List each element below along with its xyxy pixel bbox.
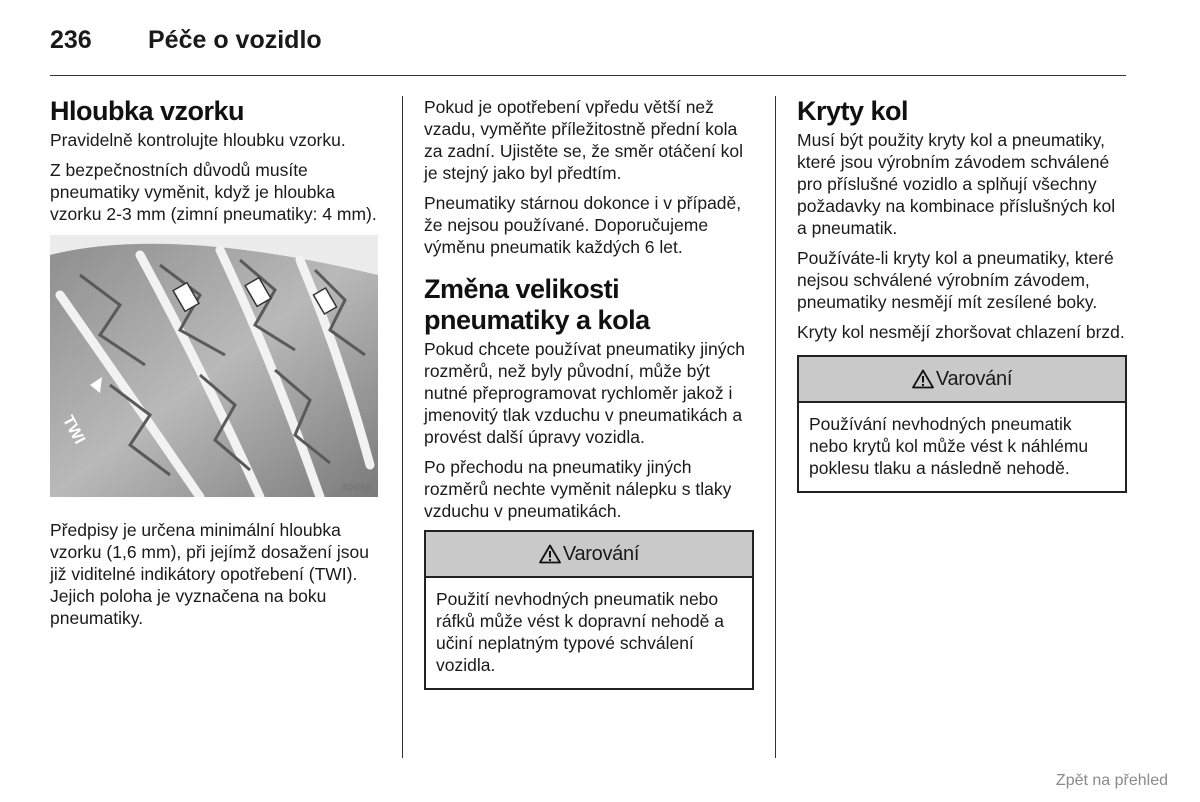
figure-number: 30055 bbox=[341, 482, 372, 494]
column-tread-depth bbox=[50, 96, 386, 637]
paragraph: Používáte-li kryty kol a pneumatiky, které nejsou schválené výrobním závodem, pneumatiky nesmějí mít zesílené boky. bbox=[797, 248, 1114, 312]
paragraph: Pneumatiky stárnou dokonce i v případě, že nejsou používané. Doporučujeme výměnu pneumatik každých 6 let. bbox=[424, 193, 742, 257]
section-title: Péče o vozidlo bbox=[148, 26, 322, 54]
column-divider bbox=[775, 96, 776, 758]
heading-size-change: Změna velikosti pneumatiky a kola bbox=[424, 274, 650, 335]
page-number: 236 bbox=[50, 26, 92, 54]
header-divider bbox=[50, 75, 1126, 76]
warning-box bbox=[424, 530, 754, 690]
warning-triangle-icon bbox=[539, 544, 561, 564]
warning-text: Použití nevhodných pneumatik nebo ráfků může vést k dopravní nehodě a učiní neplatným typové schválení vozidla. bbox=[436, 589, 724, 675]
paragraph: Pravidelně kontrolujte hloubku vzorku. bbox=[50, 130, 346, 150]
tire-tread-illustration bbox=[50, 235, 378, 497]
heading-tread-depth: Hloubka vzorku bbox=[50, 96, 245, 126]
warning-triangle-icon bbox=[912, 369, 934, 389]
twi-marking: TWI bbox=[58, 413, 88, 447]
tire-tread-drawing bbox=[50, 235, 378, 497]
page-header bbox=[50, 24, 1126, 74]
warning-text: Používání nevhodných pneumatik nebo krytů kol může vést k náhlému poklesu tlaku a následně nehodě. bbox=[809, 414, 1089, 478]
warning-body bbox=[799, 403, 1125, 491]
warning-box bbox=[797, 355, 1127, 493]
warning-header bbox=[426, 532, 752, 578]
paragraph: Musí být použity kryty kol a pneumatiky, které jsou výrobním závodem schválené pro příslušné vozidlo a splňují všechny požadavky na kombinace příslušných kol a pneumatik. bbox=[797, 130, 1116, 238]
warning-title: Varování bbox=[935, 367, 1013, 390]
warning-body bbox=[426, 578, 752, 688]
column-size-change bbox=[424, 96, 754, 690]
paragraph: Předpisy je určena minimální hloubka vzorku (1,6 mm), při jejímž dosažení jsou již viditelné indikátory opotřebení (TWI). Jejich poloha je vyznačena na boku pneumatiky. bbox=[50, 520, 369, 628]
paragraph: Z bezpečnostních důvodů musíte pneumatiky vyměnit, když je hloubka vzorku 2-3 mm (zimní pneumatiky: 4 mm). bbox=[50, 160, 377, 224]
paragraph: Pokud je opotřebení vpředu větší než vzadu, vyměňte příležitostně přední kola za zadní. Ujistěte se, že směr otáčení kol je stejný jako byl předtím. bbox=[424, 97, 744, 183]
paragraph: Pokud chcete používat pneumatiky jiných rozměrů, než byly původní, může být nutné přeprogramovat rychloměr jakož i jmenovitý tlak vzduchu v pneumatikách a provést další úpravy vozidla. bbox=[424, 339, 746, 447]
heading-wheel-covers: Kryty kol bbox=[797, 96, 909, 126]
paragraph: Po přechodu na pneumatiky jiných rozměrů nechte vyměnit nálepku s tlaky vzduchu v pneumatikách. bbox=[424, 457, 732, 521]
column-wheel-covers bbox=[797, 96, 1127, 493]
column-divider bbox=[402, 96, 403, 758]
paragraph: Kryty kol nesmějí zhoršovat chlazení brzd. bbox=[797, 322, 1125, 342]
warning-header bbox=[799, 357, 1125, 403]
back-to-overview-link[interactable]: Zpět na přehled bbox=[1055, 772, 1168, 789]
warning-title: Varování bbox=[562, 542, 640, 565]
